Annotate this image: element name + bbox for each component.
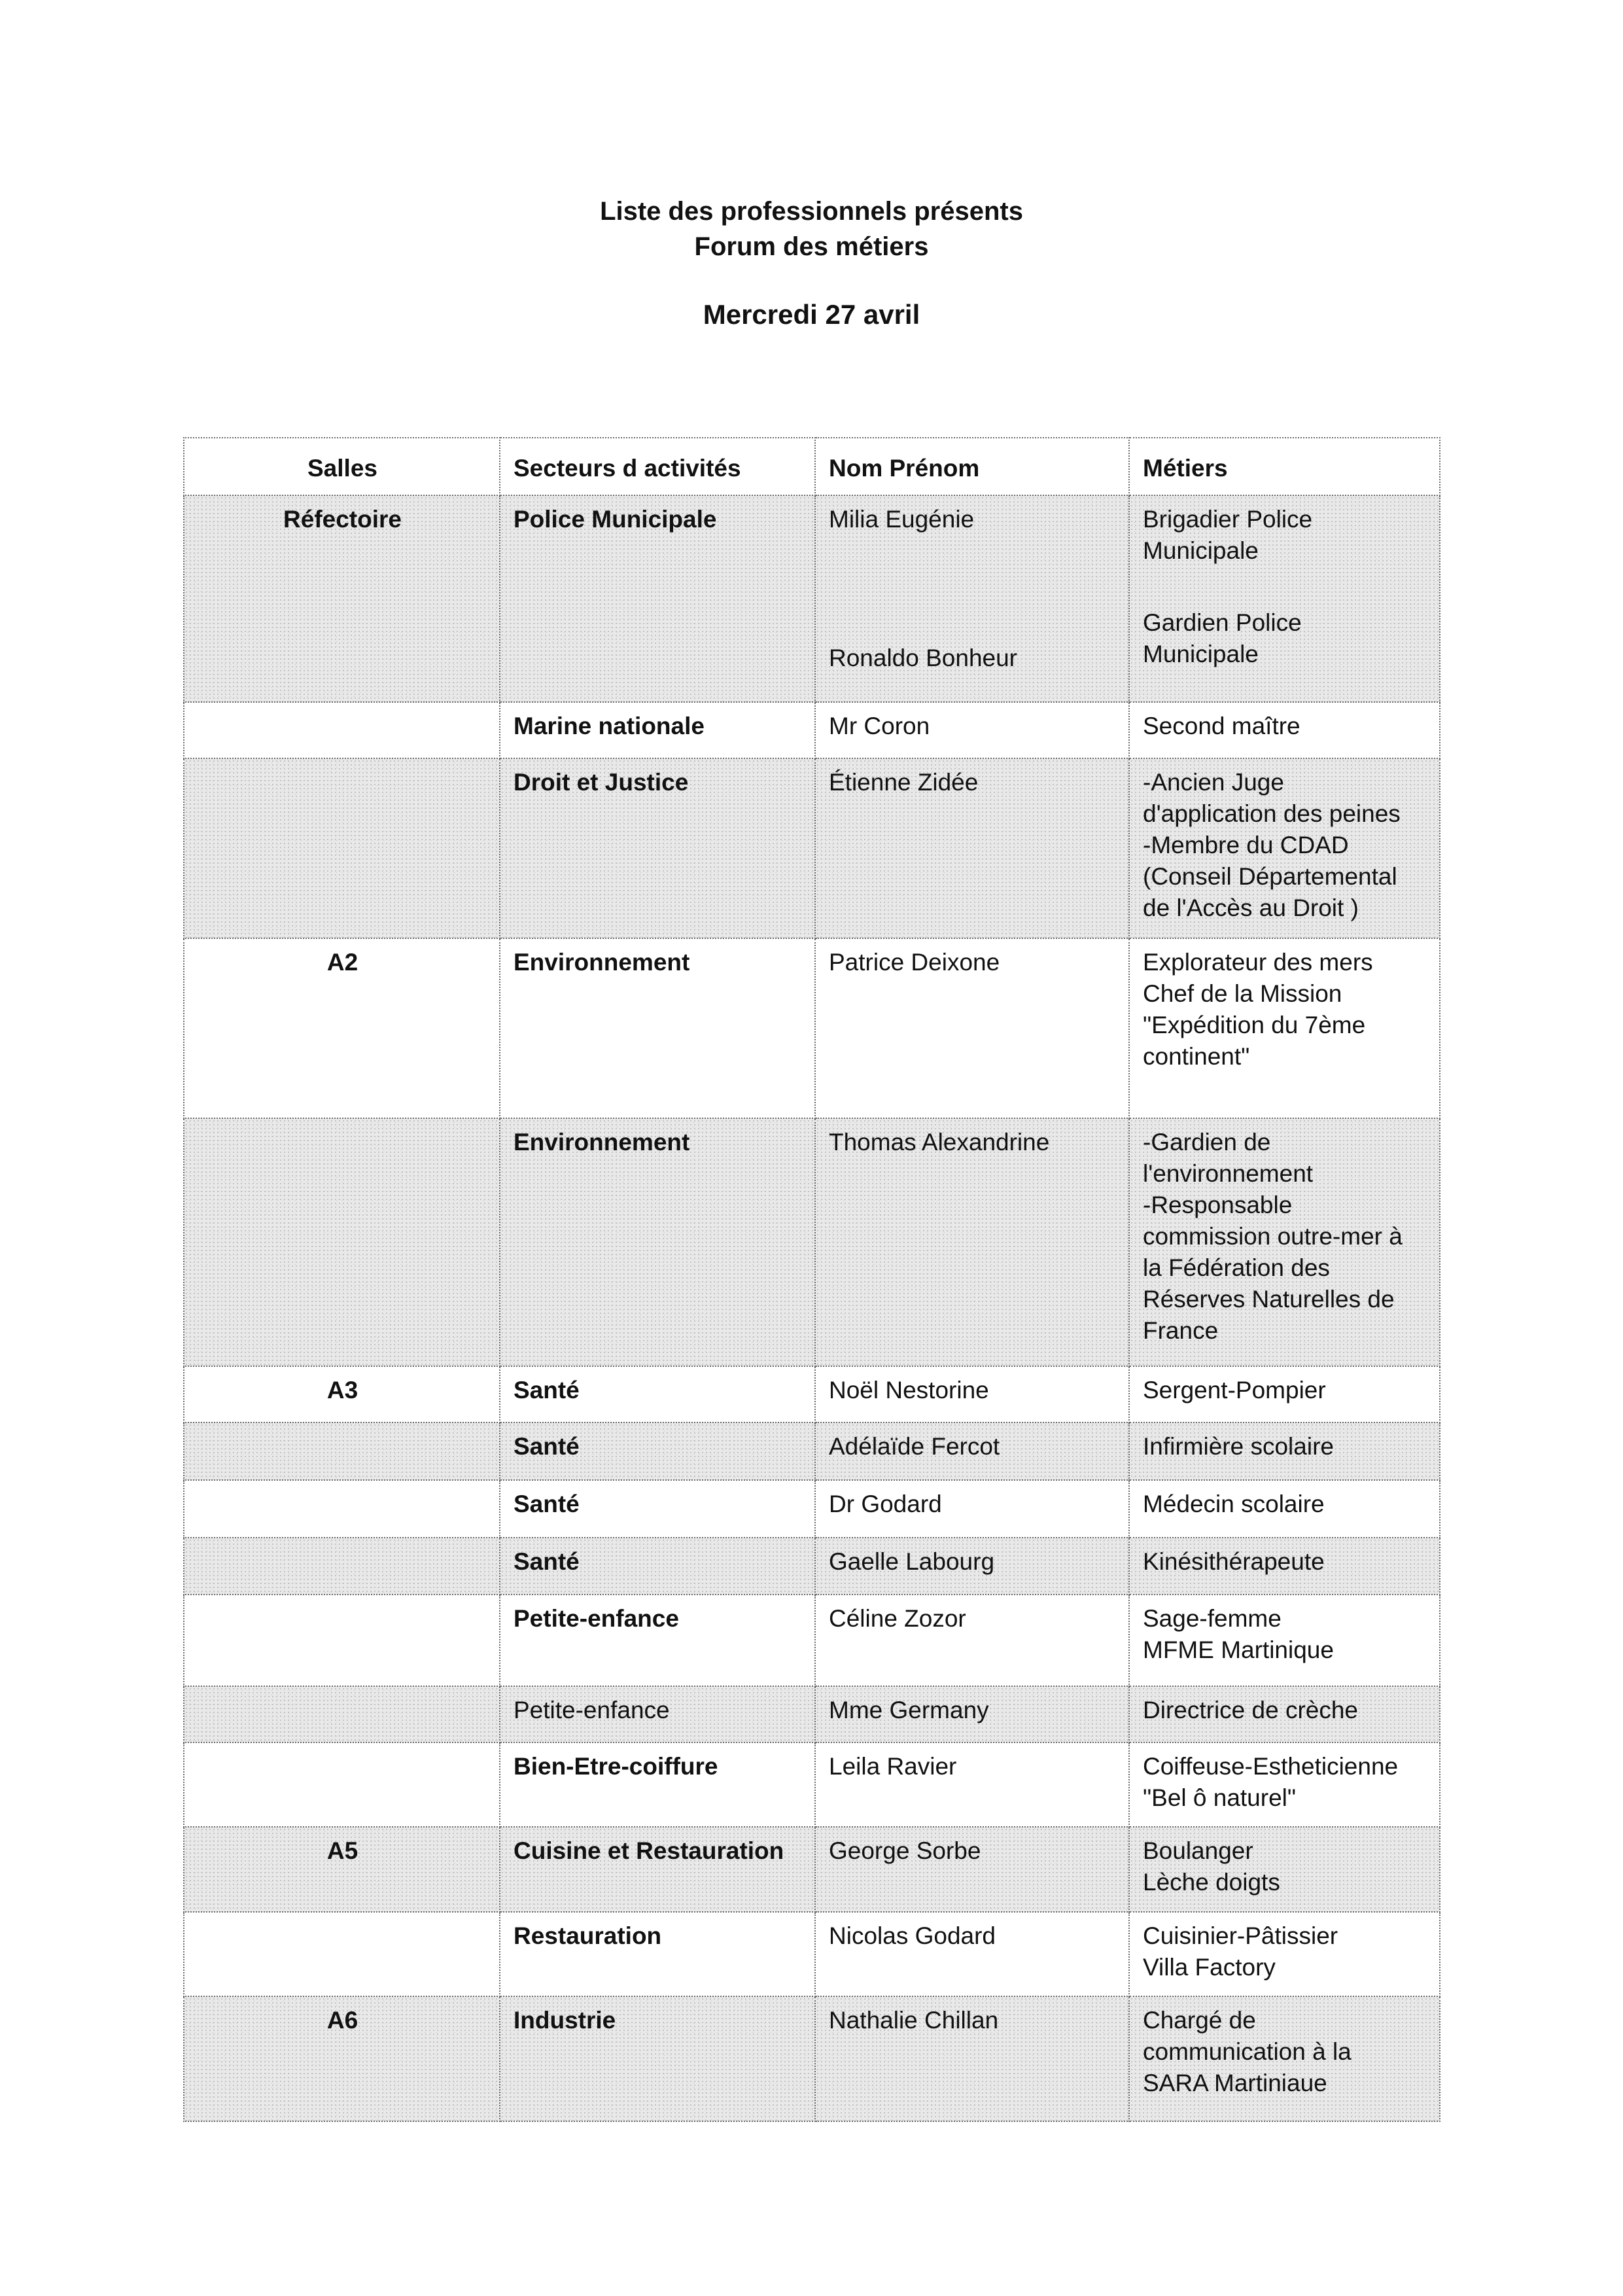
sector-cell: Police Municipale <box>500 495 815 702</box>
job-line: France <box>1143 1317 1219 1344</box>
job-cell <box>1129 495 1440 702</box>
job-line: Gardien Police <box>1143 609 1302 636</box>
table-row <box>184 1912 1440 1996</box>
sector-cell: Santé <box>500 1422 815 1480</box>
table-row <box>184 1118 1440 1366</box>
table-row <box>184 702 1440 758</box>
job-line: -Responsable <box>1143 1192 1293 1218</box>
job-cell <box>1129 938 1440 1118</box>
table-row <box>184 1595 1440 1686</box>
job-line: Sage-femme <box>1143 1605 1282 1632</box>
table-row <box>184 1538 1440 1595</box>
job-cell <box>1129 702 1440 758</box>
salle-cell: A5 <box>184 1827 500 1912</box>
sector-cell: Santé <box>500 1480 815 1538</box>
salle-cell: A6 <box>184 1996 500 2121</box>
sector-cell: Petite-enfance <box>500 1686 815 1742</box>
professionals-table <box>183 437 1440 2122</box>
column-header-nom: Nom Prénom <box>815 438 1129 495</box>
job-line: "Bel ô naturel" <box>1143 1784 1297 1811</box>
table-row <box>184 1366 1440 1422</box>
job-line: Chargé de <box>1143 2007 1256 2034</box>
job-cell <box>1129 1996 1440 2121</box>
table-row <box>184 1996 1440 2121</box>
job-line: Cuisinier-Pâtissier <box>1143 1922 1338 1949</box>
job-line: (Conseil Départemental <box>1143 863 1397 890</box>
name-cell: Mr Coron <box>815 702 1129 758</box>
job-cell <box>1129 1480 1440 1538</box>
job-line: Sergent-Pompier <box>1143 1377 1326 1404</box>
sector-cell: Environnement <box>500 1118 815 1366</box>
sector-cell: Santé <box>500 1538 815 1595</box>
job-cell <box>1129 1538 1440 1595</box>
salle-cell <box>184 702 500 758</box>
document-subtitle: Forum des métiers <box>694 232 929 261</box>
job-cell <box>1129 1686 1440 1742</box>
sector-cell: Industrie <box>500 1996 815 2121</box>
job-cell <box>1129 758 1440 938</box>
column-header-metiers: Métiers <box>1129 438 1440 495</box>
job-line: Municipale <box>1143 641 1259 667</box>
name-cell: George Sorbe <box>815 1827 1129 1912</box>
spacer <box>1143 567 1427 607</box>
name-cell: Céline Zozor <box>815 1595 1129 1686</box>
column-header-salles: Salles <box>184 438 500 495</box>
salle-cell <box>184 1912 500 1996</box>
job-line: Municipale <box>1143 537 1259 564</box>
name-cell: Étienne Zidée <box>815 758 1129 938</box>
table-row <box>184 1686 1440 1742</box>
table-row <box>184 758 1440 938</box>
job-line: Coiffeuse-Estheticienne <box>1143 1753 1399 1780</box>
salle-cell: A3 <box>184 1366 500 1422</box>
table-row <box>184 495 1440 702</box>
name-cell: Nicolas Godard <box>815 1912 1129 1996</box>
name-text: Milia Eugénie <box>829 506 975 533</box>
table-row <box>184 1422 1440 1480</box>
name-cell <box>815 495 1129 702</box>
job-cell <box>1129 1366 1440 1422</box>
name-text: Ronaldo Bonheur <box>829 645 1017 671</box>
document-title: Liste des professionnels présents <box>600 197 1023 226</box>
job-line: Second maître <box>1143 713 1300 739</box>
job-line: -Gardien de <box>1143 1129 1271 1156</box>
sector-cell: Santé <box>500 1366 815 1422</box>
sector-cell: Marine nationale <box>500 702 815 758</box>
salle-cell: A2 <box>184 938 500 1118</box>
salle-cell <box>184 1422 500 1480</box>
name-cell: Thomas Alexandrine <box>815 1118 1129 1366</box>
job-line: communication à la <box>1143 2038 1352 2065</box>
table-header-row <box>184 438 1440 495</box>
job-line: Kinésithérapeute <box>1143 1548 1325 1575</box>
table-row <box>184 1480 1440 1538</box>
sector-cell: Droit et Justice <box>500 758 815 938</box>
job-cell <box>1129 1912 1440 1996</box>
sector-cell: Cuisine et Restauration <box>500 1827 815 1912</box>
salle-cell <box>184 1480 500 1538</box>
document-date: Mercredi 27 avril <box>703 299 920 330</box>
job-line: l'environnement <box>1143 1160 1314 1187</box>
job-cell <box>1129 1595 1440 1686</box>
job-line: Réserves Naturelles de <box>1143 1286 1395 1313</box>
table-row <box>184 938 1440 1118</box>
job-line: la Fédération des <box>1143 1254 1330 1281</box>
salle-cell: Réfectoire <box>184 495 500 702</box>
job-line: commission outre-mer à <box>1143 1223 1403 1250</box>
job-line: Médecin scolaire <box>1143 1491 1325 1517</box>
name-cell: Gaelle Labourg <box>815 1538 1129 1595</box>
job-line: d'application des peines <box>1143 800 1401 827</box>
job-line: Directrice de crèche <box>1143 1697 1359 1723</box>
job-line: Boulanger <box>1143 1837 1253 1864</box>
name-cell: Nathalie Chillan <box>815 1996 1129 2121</box>
job-line: Brigadier Police <box>1143 506 1313 533</box>
sector-cell: Environnement <box>500 938 815 1118</box>
salle-cell <box>184 1118 500 1366</box>
name-cell: Patrice Deixone <box>815 938 1129 1118</box>
salle-cell <box>184 1595 500 1686</box>
sector-cell: Restauration <box>500 1912 815 1996</box>
job-line: Chef de la Mission <box>1143 980 1342 1007</box>
job-line: MFME Martinique <box>1143 1636 1334 1663</box>
name-cell: Dr Godard <box>815 1480 1129 1538</box>
name-cell: Mme Germany <box>815 1686 1129 1742</box>
name-cell: Adélaïde Fercot <box>815 1422 1129 1480</box>
job-line: Lèche doigts <box>1143 1869 1280 1896</box>
job-cell <box>1129 1422 1440 1480</box>
salle-cell <box>184 1686 500 1742</box>
job-line: de l'Accès au Droit ) <box>1143 894 1359 921</box>
salle-cell <box>184 758 500 938</box>
job-line: Villa Factory <box>1143 1954 1276 1981</box>
job-line: -Membre du CDAD <box>1143 832 1349 858</box>
job-line: Infirmière scolaire <box>1143 1433 1334 1460</box>
job-line: Explorateur des mers <box>1143 949 1373 976</box>
job-line: SARA Martiniaue <box>1143 2070 1327 2096</box>
job-line: continent" <box>1143 1043 1250 1070</box>
salle-cell <box>184 1538 500 1595</box>
sector-cell: Bien-Etre-coiffure <box>500 1742 815 1827</box>
name-cell: Leila Ravier <box>815 1742 1129 1827</box>
job-cell <box>1129 1118 1440 1366</box>
table-row <box>184 1827 1440 1912</box>
job-cell <box>1129 1827 1440 1912</box>
sector-cell: Petite-enfance <box>500 1595 815 1686</box>
job-line: "Expédition du 7ème <box>1143 1012 1366 1038</box>
table-row <box>184 1742 1440 1827</box>
column-header-secteurs: Secteurs d activités <box>500 438 815 495</box>
name-cell: Noël Nestorine <box>815 1366 1129 1422</box>
job-line: -Ancien Juge <box>1143 769 1284 796</box>
job-cell <box>1129 1742 1440 1827</box>
salle-cell <box>184 1742 500 1827</box>
